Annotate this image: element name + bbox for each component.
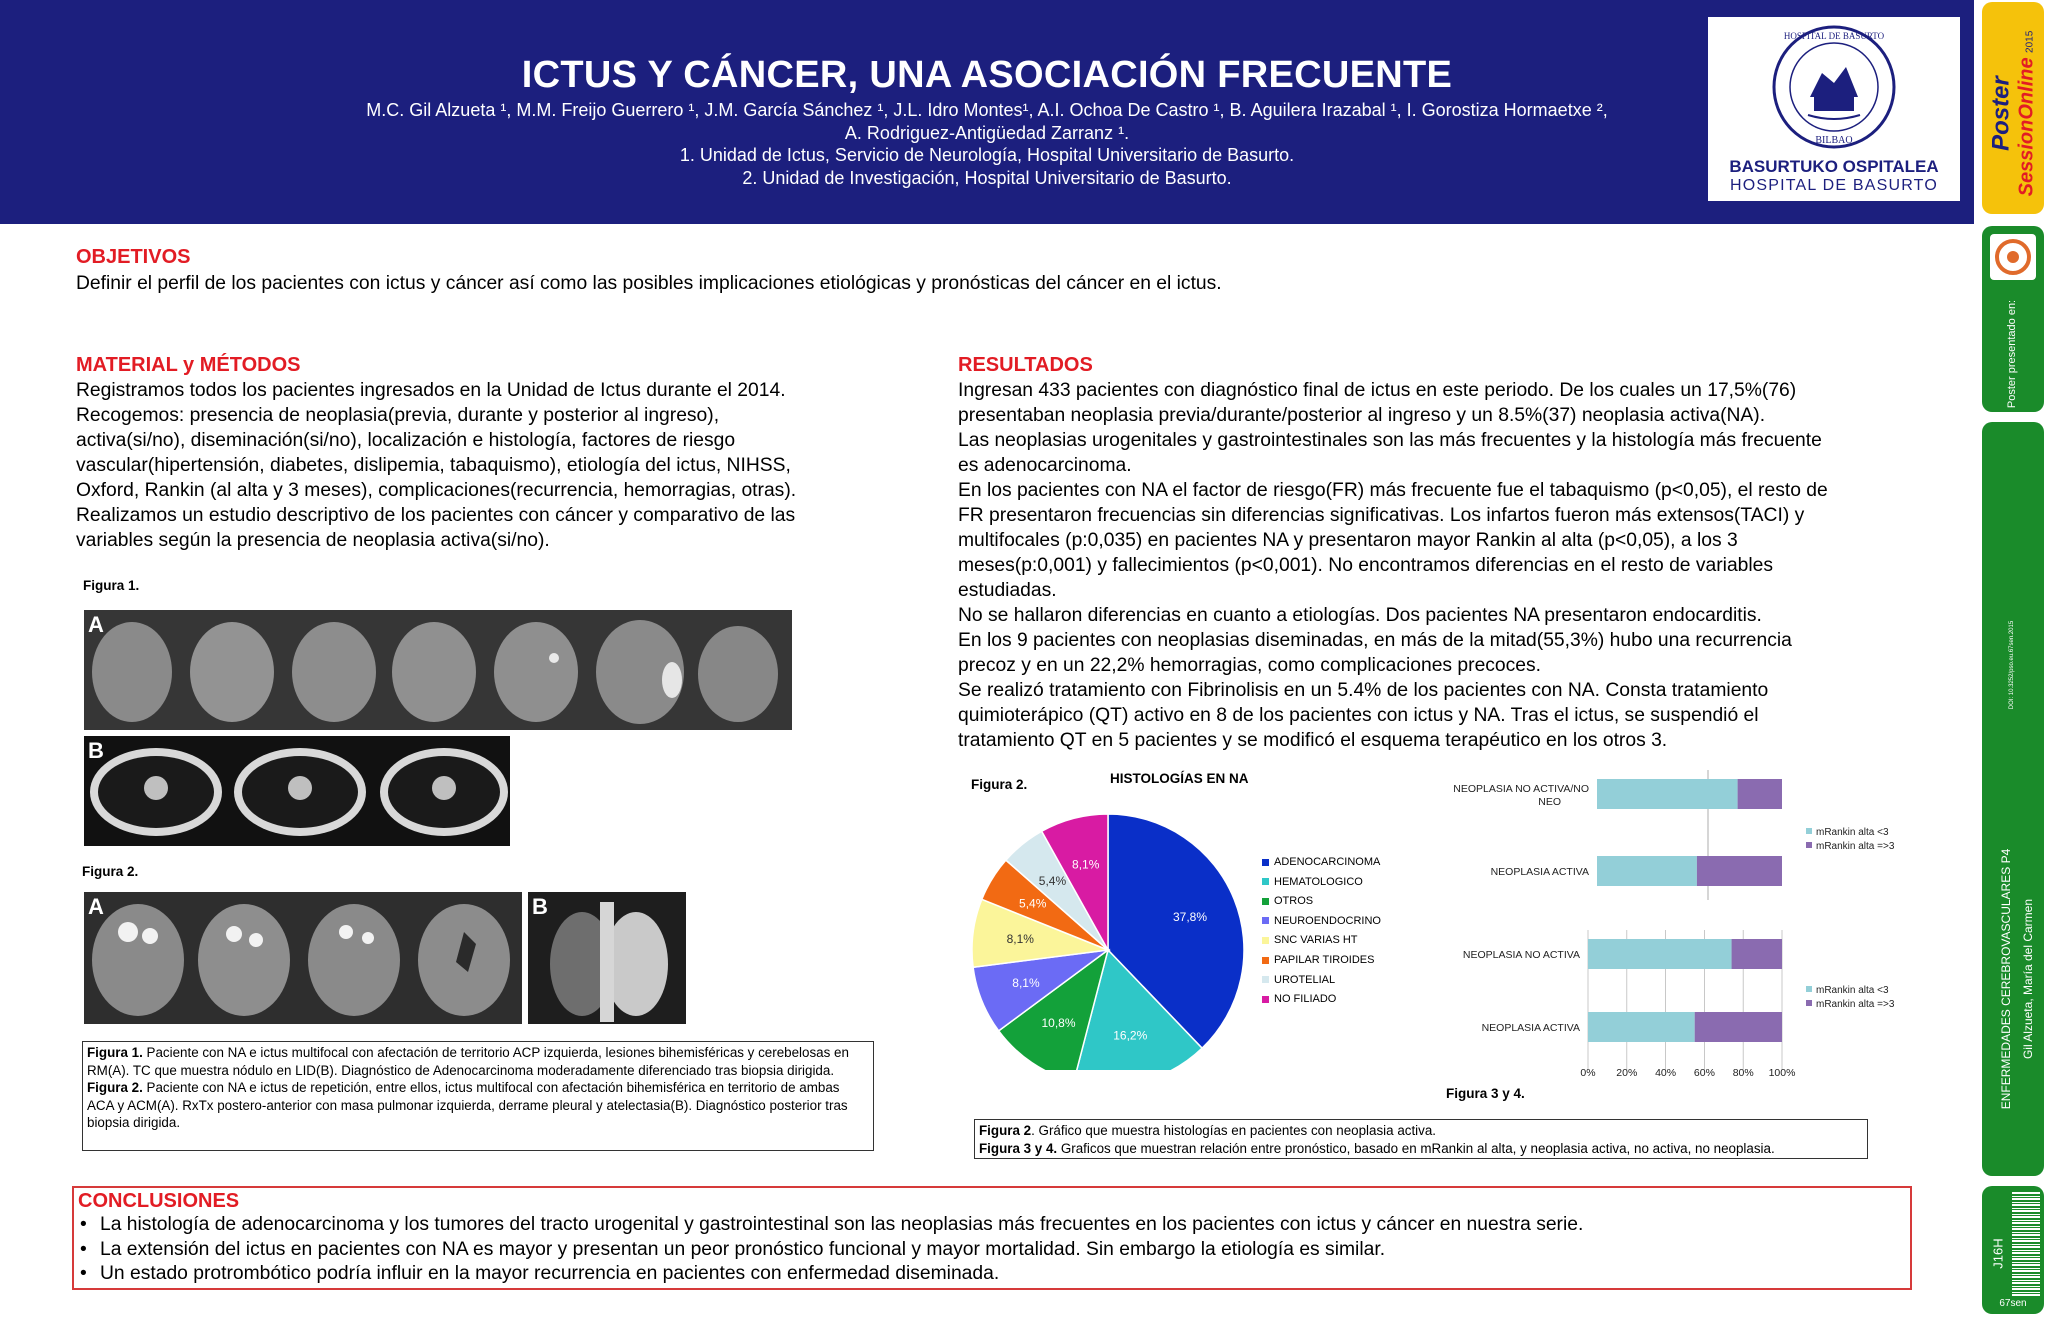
x-tick-label: 100% xyxy=(1768,1067,1796,1079)
caption-bars-bold: Figura 3 y 4. xyxy=(979,1140,1058,1156)
barcode xyxy=(2012,1192,2040,1296)
pie-chart-title: HISTOLOGÍAS EN NA xyxy=(1110,771,1249,786)
affiliation-2: 2. Unidad de Investigación, Hospital Universitario de Basurto. xyxy=(742,168,1232,188)
objetivos-text: Definir el perfil de los pacientes con ictus y cáncer así como las posibles implicaciones etiológicas y pronósticas del cáncer en el ictus. xyxy=(76,273,1222,294)
conclusion-item-1: La histología de adenocarcinoma y los tumores del tracto urogenital y gastrointestinal son las neoplasias más frecuentes en los pacientes con ictus y cáncer en nuestra serie. xyxy=(100,1214,1584,1235)
pie-data-label: 8,1% xyxy=(1072,857,1100,872)
x-tick-label: 20% xyxy=(1616,1067,1638,1079)
pie-legend-item xyxy=(1262,974,1335,986)
pie-legend-swatch xyxy=(1262,917,1269,924)
conclusion-item-3: Un estado protrombótico podría influir en la mayor recurrencia en pacientes con enfermedad diseminada. xyxy=(100,1263,1000,1284)
figura-1b-ct-strip xyxy=(84,736,510,846)
resultados-line: En los 9 pacientes con neoplasias diseminadas, en más de la mitad(55,3%) hubo una recurrencia xyxy=(958,630,1792,651)
seal-top-text: HOSPITAL DE BASURTO xyxy=(1783,31,1885,41)
brain-mri-images xyxy=(84,610,792,730)
pie-legend-label: ADENOCARCINOMA xyxy=(1274,856,1381,868)
pie-legend-item xyxy=(1262,934,1358,946)
metodos-line: Oxford, Rankin (al alta y 3 meses), complicaciones(recurrencia, hemorragias, otras). xyxy=(76,480,797,501)
resultados-line: No se hallaron diferencias en cuanto a etiologías. Dos pacientes NA presentaron endocarditis. xyxy=(958,605,1762,626)
logo-line-1: BASURTUKO OSPITALEA xyxy=(1729,157,1939,176)
congress-logo xyxy=(1990,234,2036,280)
resultados-line: Ingresan 433 pacientes con diagnóstico final de ictus en este periodo. De los cuales un 17,5%(76) xyxy=(958,380,1797,401)
figura-1a-mri-strip xyxy=(84,610,792,730)
bar-category-label: NEOPLASIA ACTIVA xyxy=(1490,866,1589,878)
poster-code-box xyxy=(1982,1186,2044,1314)
resultados-title: RESULTADOS xyxy=(958,354,1093,376)
pie-legend-swatch xyxy=(1262,878,1269,885)
pie-data-label: 8,1% xyxy=(1006,931,1034,946)
poster-session-sidebar xyxy=(1974,0,2048,1317)
pie-legend-swatch xyxy=(1262,957,1269,964)
pie-data-label: 10,8% xyxy=(1041,1016,1076,1031)
caption-pie-bold: Figura 2 xyxy=(979,1123,1032,1138)
resultados-line: presentaban neoplasia previa/durante/posterior al ingreso y un 8.5%(37) neoplasia activa(NA). xyxy=(958,405,1766,426)
pie-legend-label: UROTELIAL xyxy=(1274,973,1336,986)
pie-data-label: 16,2% xyxy=(1113,1028,1148,1043)
pie-legend-label: NO FILIADO xyxy=(1274,993,1337,1006)
figura-2-label: Figura 2. xyxy=(82,864,139,879)
conclusion-item-2: La extensión del ictus en pacientes con NA es mayor y presentan un peor pronóstico funcional y mayor mortalidad. Sin embargo la etiología es similar. xyxy=(100,1239,1386,1260)
figura-2b-letter: B xyxy=(532,894,548,919)
author-name: Gil Alzueta, María del Carmen xyxy=(2021,898,2035,1060)
resultados-line: FR presentaron frecuencias sin diferencias significativas. Los infartos fueron más extensos(TACI) y xyxy=(958,505,1805,526)
resultados-line: quimioterápico (QT) activo en 8 de los pacientes con ictus y NA. Tras el ictus, se suspendió el xyxy=(958,705,1759,726)
bar-category-label: NEOPLASIA ACTIVA xyxy=(1481,1022,1580,1034)
bar-legend-label: mRankin alta =>3 xyxy=(1816,841,1895,852)
doi-text: DOI: 10.3252/pso.eu.67sen.2015 xyxy=(2009,620,2015,710)
metodos-text xyxy=(76,378,956,553)
bar-segment-rankin-ge3 xyxy=(1695,1012,1782,1042)
figura-34-label: Figura 3 y 4. xyxy=(1446,1086,1525,1101)
bar-legend-swatch xyxy=(1806,842,1812,848)
pso-word-session: SessionOnline xyxy=(2015,57,2038,197)
conclusiones-box xyxy=(72,1186,1912,1290)
pie-legend-label: NEUROENDOCRINO xyxy=(1274,914,1381,927)
pie-data-label: 5,4% xyxy=(1038,874,1067,889)
pie-data-label: 37,8% xyxy=(1173,910,1208,925)
chest-xray-image xyxy=(528,892,686,1024)
pie-legend-label: SNC VARIAS HT xyxy=(1274,934,1358,947)
resultados-line: tratamiento QT en 5 pacientes y se modificó el esquema terapéutico en los otros 3. xyxy=(958,730,1668,751)
bar-legend-swatch xyxy=(1806,828,1812,834)
pie-data-label: 8,1% xyxy=(1012,975,1040,990)
resultados-line: meses(p:0,001) y fallecimientos (p<0,001). No encontramos diferencias en el resto de variables xyxy=(958,555,1774,576)
pie-legend-item xyxy=(1262,895,1313,907)
congress-logo-icon xyxy=(1990,234,2036,280)
poster-code: J16H xyxy=(1990,1238,2006,1269)
bullet-2: • xyxy=(80,1239,87,1260)
figura-1-label: Figura 1. xyxy=(83,578,140,593)
pie-legend xyxy=(1262,856,1392,1016)
pie-legend-swatch xyxy=(1262,976,1269,983)
figura-2-chart-label: Figura 2. xyxy=(971,777,1028,792)
presented-at-box xyxy=(1982,226,2044,412)
affiliation-1: 1. Unidad de Ictus, Servicio de Neurología, Hospital Universitario de Basurto. xyxy=(679,145,1295,165)
resultados-text xyxy=(958,378,1908,753)
bar-segment-rankin-lt3 xyxy=(1588,1012,1695,1042)
x-tick-label: 40% xyxy=(1655,1067,1677,1079)
caption-pie-text: . Gráfico que muestra histologías en pacientes con neoplasia activa. xyxy=(1031,1123,1437,1138)
bar-legend-label: mRankin alta =>3 xyxy=(1816,999,1895,1010)
hospital-seal-icon xyxy=(1770,23,1898,151)
rankin-stacked-bar-charts xyxy=(1440,770,1912,1088)
bar-legend-label: mRankin alta <3 xyxy=(1816,985,1889,996)
pie-legend-swatch xyxy=(1262,996,1269,1003)
pie-legend-item xyxy=(1262,856,1380,868)
bar-segment-rankin-lt3 xyxy=(1588,939,1732,969)
resultados-line: multifocales (p:0,035) en pacientes NA y presentaron mayor Rankin al alta (p<0,05), a los 3 xyxy=(958,530,1738,551)
presented-at-label: Poster presentado en: xyxy=(2006,299,2018,409)
bar-segment-rankin-ge3 xyxy=(1697,856,1782,886)
conclusiones-title: CONCLUSIONES xyxy=(78,1190,240,1212)
resultados-line: precoz y en un 22,2% hemorragias, como complicaciones precoces. xyxy=(958,655,1542,676)
bar-segment-rankin-ge3 xyxy=(1738,779,1782,809)
resultados-line: es adenocarcinoma. xyxy=(958,455,1132,476)
metodos-title: MATERIAL y MÉTODOS xyxy=(76,354,301,376)
session-info-box xyxy=(1982,422,2044,1176)
bullet-3: • xyxy=(80,1263,87,1284)
bar-segment-rankin-lt3 xyxy=(1597,856,1697,886)
authors-line-1: M.C. Gil Alzueta ¹, M.M. Freijo Guerrero ¹, J.M. García Sánchez ¹, J.L. Idro Montes¹, A.I. Ochoa De Castro ¹, B. Aguilera Irazabal ¹, I. Gorostiza Hormaetxe ², xyxy=(366,100,1608,120)
bar-segment-rankin-ge3 xyxy=(1732,939,1782,969)
pie-legend-item xyxy=(1262,876,1363,888)
figura-1b-letter: B xyxy=(88,738,104,763)
x-tick-label: 60% xyxy=(1693,1067,1715,1079)
objetivos-title: OBJETIVOS xyxy=(76,246,191,268)
resultados-line: Las neoplasias urogenitales y gastrointestinales son las más frecuentes y la histología más frecuente xyxy=(958,430,1822,451)
caption-bars-text: Graficos que muestran relación entre pronóstico, basado en mRankin al alta, y neoplasia activa, no activa, no neoplasia. xyxy=(1057,1140,1775,1156)
resultados-line: Se realizó tratamiento con Fibrinolisis en un 5.4% de los pacientes con NA. Consta tratamiento xyxy=(958,680,1769,701)
seal-bottom-text: BILBAO xyxy=(1815,135,1853,146)
hospital-logo xyxy=(1708,17,1960,201)
pie-legend-item xyxy=(1262,915,1381,927)
pie-legend-label: PAPILAR TIROIDES xyxy=(1274,954,1375,966)
pie-legend-swatch xyxy=(1262,898,1269,905)
figura-2a-letter: A xyxy=(88,894,104,919)
left-figures-caption xyxy=(82,1041,874,1151)
poster-footer-code: 67sen xyxy=(1999,1298,2027,1309)
authors-line-2: A. Rodriguez-Antigüedad Zarranz ¹. xyxy=(844,123,1130,143)
metodos-line: Recogemos: presencia de neoplasia(previa, durante y posterior al ingreso), xyxy=(76,405,720,426)
caption-fig2-bold: Figura 2. xyxy=(87,1080,143,1095)
histology-pie-chart xyxy=(960,800,1250,1070)
pso-year: 2015 xyxy=(2024,30,2036,53)
resultados-line: En los pacientes con NA el factor de riesgo(FR) más frecuente fue el tabaquismo (p<0,05), el resto de xyxy=(958,480,1828,501)
brain-mri-recurrent-images xyxy=(84,892,522,1024)
bar-legend-label: mRankin alta <3 xyxy=(1816,827,1889,838)
bullet-1: • xyxy=(80,1214,87,1235)
bar-legend-swatch xyxy=(1806,986,1812,992)
caption-fig2-text: Paciente con NA e ictus de repetición, entre ellos, ictus multifocal con afectación bihemisférica en territorio de ambas ACA y ACM(A). RxTx postero-anterior con masa pulmonar izquierda, derrame pleural y atelectasia(B). Diagnóstico posterior tras biopsia dirigida. xyxy=(87,1080,848,1130)
figura-1a-letter: A xyxy=(88,612,104,637)
metodos-line: activa(si/no), diseminación(si/no), localización e histología, factores de riesgo xyxy=(76,430,736,451)
pie-legend-swatch xyxy=(1262,937,1269,944)
caption-fig1-text: Paciente con NA e ictus multifocal con afectación de territorio ACP izquierda, lesiones bihemisféricas y cerebelosas en RM(A). TC que muestra nódulo en LID(B). Diagnóstico de Adenocarcinoma moderadamente diferenciado tras biopsia dirigida. xyxy=(87,1045,849,1078)
pie-legend-label: HEMATOLOGICO xyxy=(1274,875,1363,888)
pie-legend-label: OTROS xyxy=(1274,895,1314,908)
metodos-line: Realizamos un estudio descriptivo de los pacientes con cáncer y comparativo de las xyxy=(76,505,796,526)
figura-2a-mri-strip xyxy=(84,892,522,1024)
pso-brand-box xyxy=(1982,2,2044,214)
figura-2b-chest-xray xyxy=(528,892,686,1024)
caption-fig1-bold: Figura 1. xyxy=(87,1045,143,1060)
bar-legend-swatch xyxy=(1806,1000,1812,1006)
poster-title: ICTUS Y CÁNCER, UNA ASOCIACIÓN FRECUENTE xyxy=(521,54,1453,96)
metodos-line: vascular(hipertensión, diabetes, dislipemia, tabaquismo), etiología del ictus, NIHSS, xyxy=(76,455,791,476)
metodos-line: Registramos todos los pacientes ingresados en la Unidad de Ictus durante el 2014. xyxy=(76,380,786,401)
right-figures-caption xyxy=(974,1119,1868,1159)
pie-legend-item xyxy=(1262,954,1374,966)
x-tick-label: 0% xyxy=(1580,1067,1596,1079)
chest-ct-images xyxy=(84,736,510,846)
bar-category-label: NEOPLASIA NO ACTIVA/NO NEO xyxy=(1453,783,1589,808)
bar-category-label: NEOPLASIA NO ACTIVA xyxy=(1462,949,1580,961)
resultados-line: estudiadas. xyxy=(958,580,1057,601)
logo-line-2: HOSPITAL DE BASURTO xyxy=(1729,177,1939,194)
x-tick-label: 80% xyxy=(1732,1067,1754,1079)
pie-legend-swatch xyxy=(1262,859,1269,866)
pie-legend-item xyxy=(1262,993,1336,1005)
pie-data-label: 5,4% xyxy=(1019,896,1047,911)
metodos-line: variables según la presencia de neoplasia activa(si/no). xyxy=(76,530,550,551)
pso-word-poster: Poster xyxy=(1987,76,2015,151)
bar-segment-rankin-lt3 xyxy=(1597,779,1738,809)
session-category: ENFERMEDADES CEREBROVASCULARES P4 xyxy=(1999,848,2013,1110)
